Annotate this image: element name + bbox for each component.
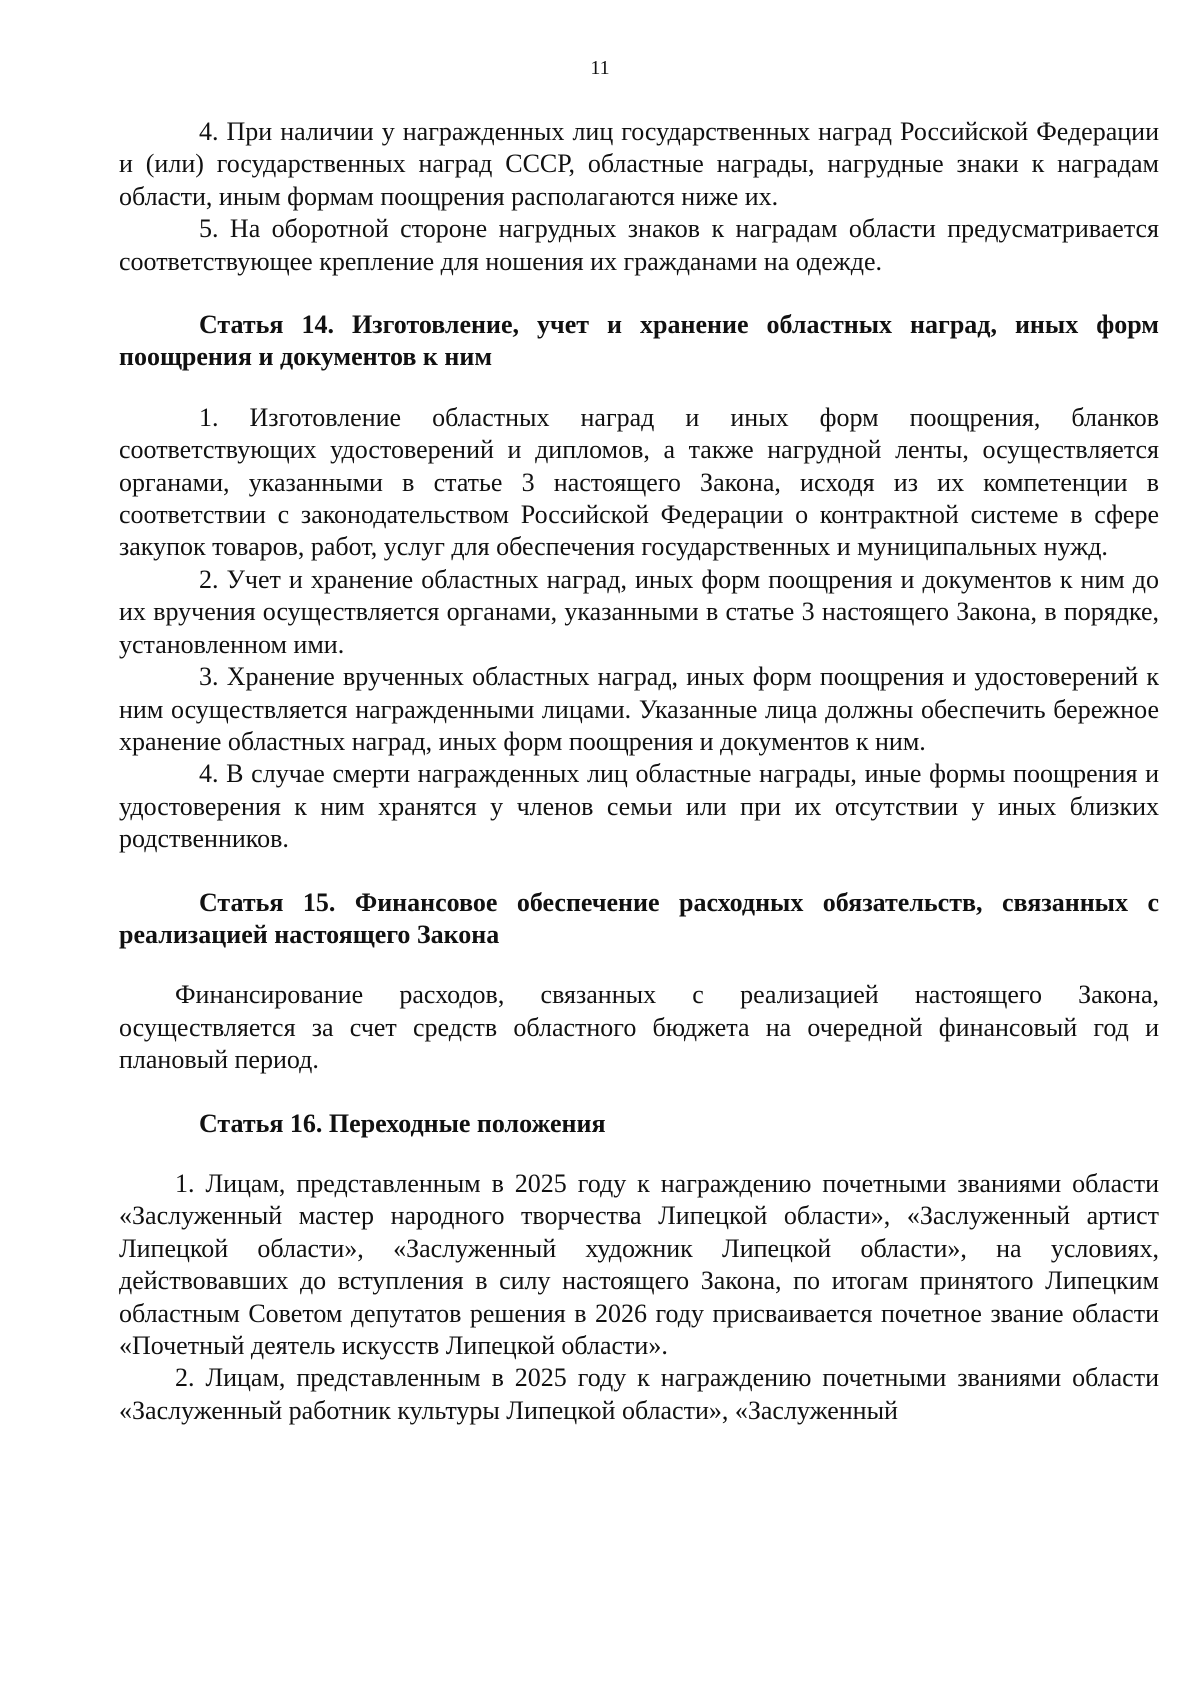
article-15-heading: Статья 15. Финансовое обеспечение расходных обязательств, связанных с реализацией настоящего Закона xyxy=(119,887,1159,949)
paragraph-14-1: 1. Изготовление областных наград и иных форм поощрения, бланков соответствующих удостоверений и дипломов, а также нагрудной ленты, осуществляется органами, указанными в статье 3 настоящего Закона, исходя из их компетенции в соответствии с законодательством Российской Федерации о контрактной системе в сфере закупок товаров, работ, услуг для обеспечения государственных и муниципальных нужд. xyxy=(119,402,1159,562)
paragraph-13-4: 4. При наличии у награжденных лиц государственных наград Российской Федерации и (или) государственных наград СССР, областные награды, нагрудные знаки к наградам области, иным формам поощрения располагаются ниже их. xyxy=(119,117,1159,211)
document-body xyxy=(119,116,1159,1427)
article-16-heading: Статья 16. Переходные положения xyxy=(199,1108,606,1138)
page-number: 11 xyxy=(590,57,610,79)
paragraph-16-2: 2. Лицам, представленным в 2025 году к награждению почетными званиями области «Заслуженный работник культуры Липецкой области», «Заслуженный xyxy=(119,1363,1159,1425)
paragraph-14-2: 2. Учет и хранение областных наград, иных форм поощрения и документов к ним до их вручения осуществляется органами, указанными в статье 3 настоящего Закона, в порядке, установленном ими. xyxy=(119,564,1159,659)
paragraph-14-3: 3. Хранение врученных областных наград, иных форм поощрения и удостоверений к ним осуществляется награжденными лицами. Указанные лица должны обеспечить бережное хранение областных наград, иных форм поощрения и документов к ним. xyxy=(119,662,1159,756)
paragraph-14-4: 4. В случае смерти награжденных лиц областные награды, иные формы поощрения и удостоверения к ним хранятся у членов семьи или при их отсутствии у иных близких родственников. xyxy=(119,759,1159,854)
paragraph-13-5: 5. На оборотной стороне нагрудных знаков к наградам области предусматривается соответствующее крепление для ношения их гражданами на одежде. xyxy=(119,214,1159,276)
paragraph-15-1: Финансирование расходов, связанных с реализацией настоящего Закона, осуществляется за счет средств областного бюджета на очередной финансовый год и плановый период. xyxy=(119,980,1159,1075)
article-14-heading: Статья 14. Изготовление, учет и хранение областных наград, иных форм поощрения и документов к ним xyxy=(119,310,1159,372)
paragraph-16-1: 1. Лицам, представленным в 2025 году к награждению почетными званиями области «Заслуженный мастер народного творчества Липецкой области», «Заслуженный артист Липецкой области», «Заслуженный художник Липецкой области», на условиях, действовавших до вступления в силу настоящего Закона, по итогам принятого Липецким областным Советом депутатов решения в 2026 году присваивается почетное звание области «Почетный деятель искусств Липецкой области». xyxy=(119,1168,1159,1360)
